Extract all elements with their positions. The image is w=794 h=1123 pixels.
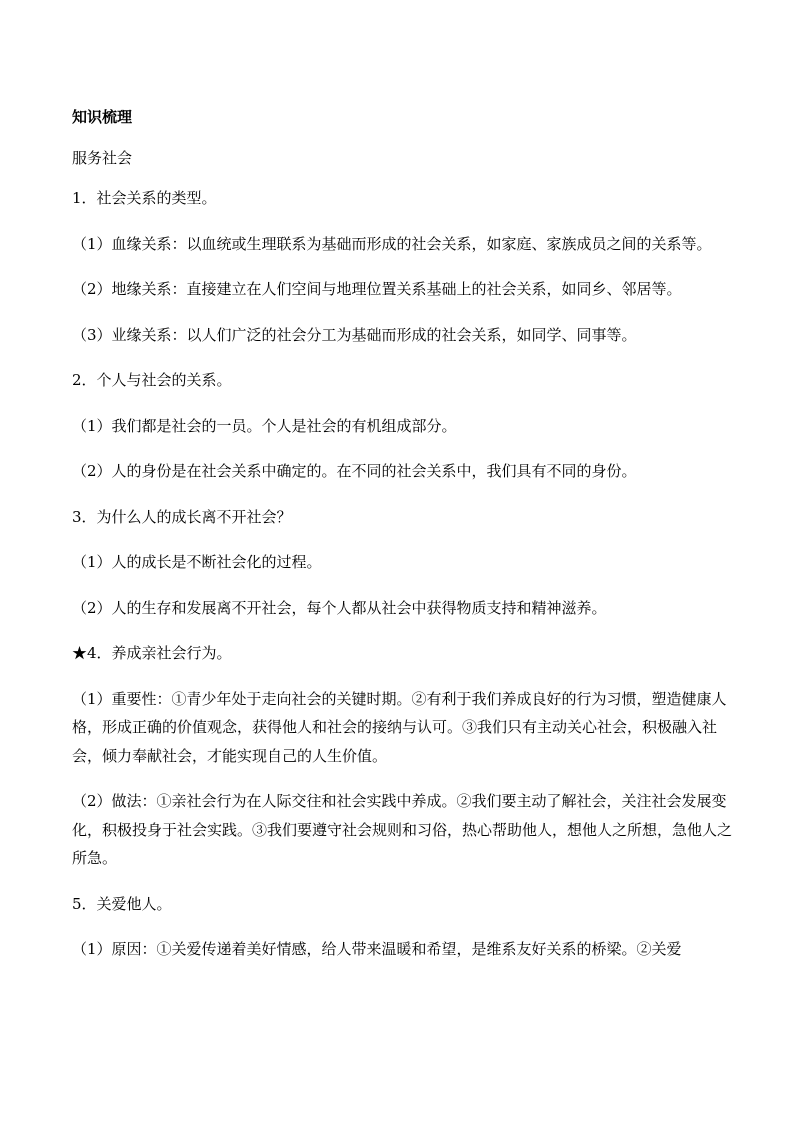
item-heading: 3．为什么人的成长离不开社会？ (72, 507, 292, 526)
sub-item: （1）原因：①关爱传递着美好情感，给人带来温暖和希望，是维系友好关系的桥梁。②关爱 (72, 940, 682, 958)
sub-item: （2）人的生存和发展离不开社会，每个人都从社会中获得物质支持和精神滋养。 (72, 598, 607, 617)
section-title: 服务社会 (72, 148, 133, 167)
sub-item: （3）业缘关系：以人们广泛的社会分工为基础而形成的社会关系，如同学、同事等。 (72, 325, 637, 344)
sub-item: （1）我们都是社会的一员。个人是社会的有机组成部分。 (72, 416, 457, 435)
item-heading: 2．个人与社会的关系。 (72, 371, 232, 389)
item-heading-starred: ★4．养成亲社会行为。 (72, 644, 232, 662)
sub-item: （2）地缘关系：直接建立在人们空间与地理位置关系基础上的社会关系，如同乡、邻居等。 (72, 280, 682, 298)
sub-item: （2）人的身份是在社会关系中确定的。在不同的社会关系中，我们具有不同的身份。 (72, 462, 637, 480)
item-heading: 1．社会关系的类型。 (72, 189, 217, 207)
sub-item: （2）做法：①亲社会行为在人际交往和社会实践中养成。②我们要主动了解社会，关注社会发展变化，积极投身于社会实践。③我们要遵守社会规则和习俗，热心帮助他人，想他人之所想，急他人之所急。 (72, 792, 733, 867)
heading-knowledge-review: 知识梳理 (72, 108, 133, 126)
sub-item: （1）血缘关系：以血统或生理联系为基础而形成的社会关系，如家庭、家族成员之间的关系等。 (72, 234, 712, 253)
item-heading: 5．关爱他人。 (72, 894, 172, 913)
document-body (72, 103, 740, 981)
sub-item: （1）重要性：①青少年处于走向社会的关键时期。②有利于我们养成良好的行为习惯，塑造健康人格，形成正确的价值观念，获得他人和社会的接纳与认可。③我们只有主动关心社会，积极融入社会，倾力奉献社会，才能实现自己的人生价值。 (72, 689, 727, 765)
sub-item: （1）人的成长是不断社会化的过程。 (72, 553, 322, 571)
